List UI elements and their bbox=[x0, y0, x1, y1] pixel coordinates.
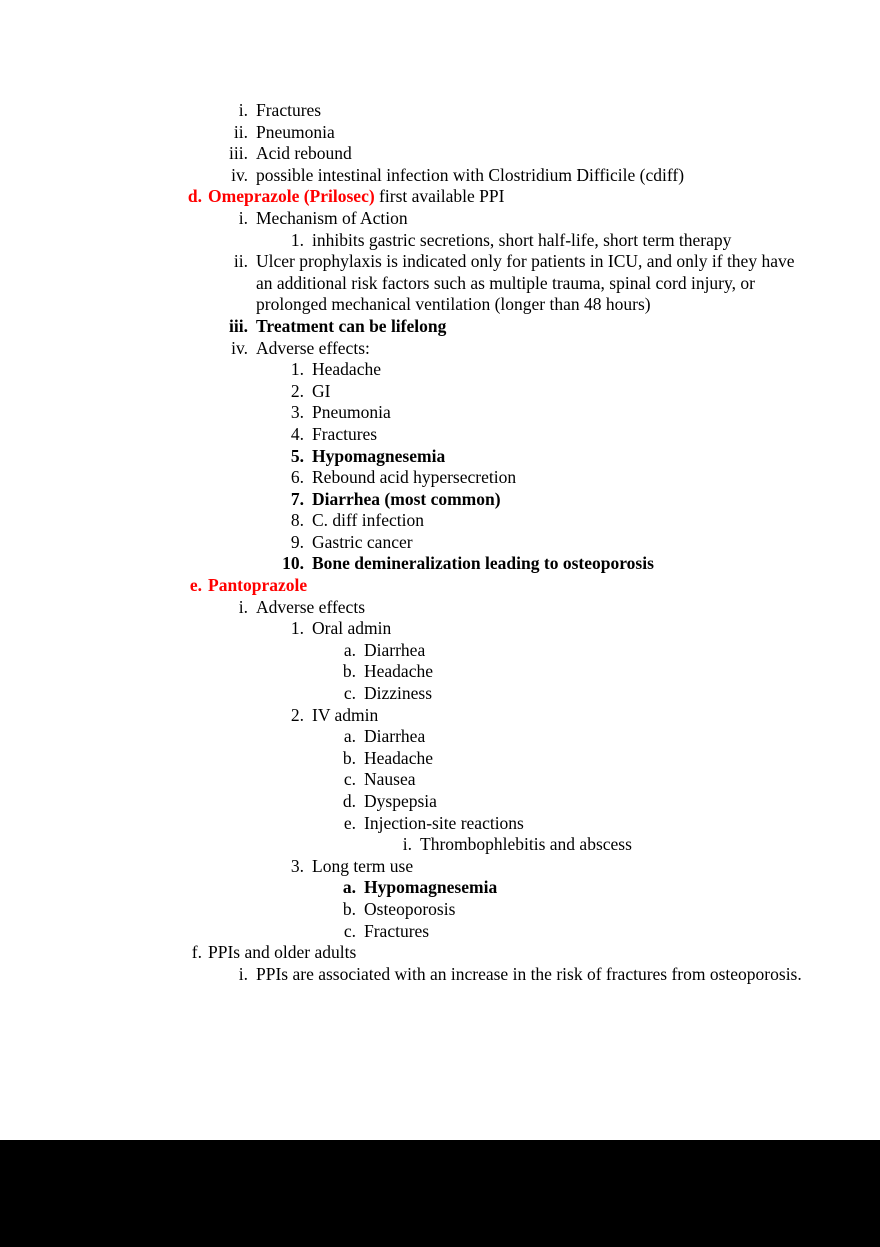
outline-marker: i. bbox=[238, 207, 248, 228]
outline-text: PPIs are associated with an increase in the risk of fractures from osteoporosis. bbox=[256, 963, 802, 984]
outline-text: Nausea bbox=[364, 769, 416, 790]
outline-marker: b. bbox=[342, 898, 356, 919]
outline-marker: d. bbox=[187, 186, 202, 207]
outline-text: Fractures bbox=[364, 920, 430, 941]
outline-marker: i. bbox=[238, 596, 248, 617]
outline-item bbox=[0, 532, 880, 554]
outline-marker: a. bbox=[343, 726, 356, 747]
outline-marker: 3. bbox=[290, 402, 304, 423]
outline-text: Fractures bbox=[312, 423, 378, 444]
outline-marker: d. bbox=[342, 791, 356, 811]
outline-text: Fractures bbox=[256, 100, 322, 120]
outline-marker: 3. bbox=[290, 855, 304, 876]
outline-text: Hypomagnesemia bbox=[364, 877, 498, 898]
outline-marker: 1. bbox=[290, 359, 304, 380]
outline-text: PPIs and older adults bbox=[208, 942, 357, 963]
outline-text: Pneumonia bbox=[256, 121, 335, 142]
outline-text: Osteoporosis bbox=[364, 898, 456, 919]
outline-item bbox=[0, 359, 880, 381]
outline-item bbox=[0, 553, 880, 575]
outline-text: GI bbox=[312, 380, 331, 401]
outline-item bbox=[0, 942, 880, 964]
outline-item bbox=[0, 316, 880, 338]
outline-text: possible intestinal infection with Clostridium Difficile (cdiff) bbox=[256, 164, 685, 185]
outline-text: Bone demineralization leading to osteoporosis bbox=[312, 553, 654, 574]
outline-marker: b. bbox=[342, 661, 356, 682]
outline-marker: c. bbox=[343, 683, 356, 704]
outline-item bbox=[0, 575, 880, 597]
outline-item bbox=[0, 338, 880, 360]
drug-name-highlight: Omeprazole (Prilosec) bbox=[208, 186, 375, 207]
outline-marker: i. bbox=[238, 963, 248, 984]
outline-text: Adverse effects: bbox=[256, 337, 370, 358]
outline-marker: c. bbox=[343, 769, 356, 790]
outline-marker: f. bbox=[191, 942, 202, 963]
outline-item bbox=[0, 402, 880, 424]
drug-name-highlight: Pantoprazole bbox=[208, 575, 308, 596]
outline-marker: 1. bbox=[290, 229, 304, 250]
outline-list bbox=[0, 100, 880, 985]
outline-marker: c. bbox=[343, 920, 356, 941]
outline-marker: 4. bbox=[290, 423, 304, 444]
outline-text: Mechanism of Action bbox=[256, 207, 408, 228]
outline-text: Rebound acid hypersecretion bbox=[312, 467, 517, 488]
outline-text: Acid rebound bbox=[256, 143, 352, 164]
outline-text-rest: first available PPI bbox=[374, 186, 505, 207]
outline-marker: 8. bbox=[290, 510, 304, 531]
outline-marker: iii. bbox=[229, 143, 248, 164]
outline-marker: iii. bbox=[229, 315, 248, 336]
outline-text: Headache bbox=[364, 747, 433, 768]
outline-item bbox=[0, 489, 880, 511]
outline-marker: i. bbox=[238, 100, 248, 120]
outline-text: Hypomagnesemia bbox=[312, 445, 446, 466]
outline-marker: 2. bbox=[290, 704, 304, 725]
outline-marker: i. bbox=[402, 834, 412, 855]
outline-marker: 5. bbox=[290, 445, 304, 466]
outline-item bbox=[0, 748, 880, 770]
outline-marker: a. bbox=[342, 877, 356, 898]
outline-item bbox=[0, 424, 880, 446]
outline-text: Pneumonia bbox=[312, 402, 391, 423]
outline-item bbox=[0, 640, 880, 662]
outline-item bbox=[0, 446, 880, 468]
outline-item bbox=[0, 834, 880, 856]
outline-marker: 6. bbox=[290, 467, 304, 488]
outline-item bbox=[0, 618, 880, 640]
outline-item bbox=[0, 726, 880, 748]
outline-item bbox=[0, 251, 880, 316]
outline-marker: 7. bbox=[290, 488, 304, 509]
outline-text: Dizziness bbox=[364, 683, 433, 704]
outline-marker: a. bbox=[343, 639, 356, 660]
outline-text: Headache bbox=[364, 661, 433, 682]
outline-item bbox=[0, 186, 880, 208]
outline-text: Injection-site reactions bbox=[364, 812, 524, 833]
outline-item bbox=[0, 100, 880, 122]
outline-item bbox=[0, 165, 880, 187]
outline-item bbox=[0, 921, 880, 943]
outline-item bbox=[0, 877, 880, 899]
outline-text: Diarrhea (most common) bbox=[312, 488, 501, 509]
outline-item bbox=[0, 813, 880, 835]
page-footer-bar bbox=[0, 1140, 880, 1247]
outline-text: Diarrhea bbox=[364, 726, 426, 747]
outline-text: IV admin bbox=[312, 704, 379, 725]
outline-item bbox=[0, 769, 880, 791]
outline-item bbox=[0, 122, 880, 144]
outline-marker: b. bbox=[342, 747, 356, 768]
outline-item bbox=[0, 597, 880, 619]
outline-item bbox=[0, 705, 880, 727]
outline-item bbox=[0, 856, 880, 878]
outline-text: Gastric cancer bbox=[312, 531, 413, 552]
outline-text: C. diff infection bbox=[312, 510, 424, 531]
outline-item bbox=[0, 381, 880, 403]
outline-item bbox=[0, 899, 880, 921]
outline-text bbox=[208, 186, 504, 208]
outline-marker: 2. bbox=[290, 380, 304, 401]
outline-marker: iv. bbox=[231, 337, 248, 358]
outline-marker: 10. bbox=[282, 553, 304, 574]
outline-text: Ulcer prophylaxis is indicated only for patients in ICU, and only if they have an additional risk factors such as multiple trauma, spinal cord injury, or prolonged mechanical ventilation (longer than 48 hours) bbox=[256, 251, 799, 315]
outline-text: Dyspepsia bbox=[364, 791, 437, 811]
outline-text: Long term use bbox=[312, 855, 414, 876]
outline-item bbox=[0, 208, 880, 230]
outline-text bbox=[208, 575, 307, 597]
outline-marker: e. bbox=[343, 812, 356, 833]
outline-item bbox=[0, 964, 880, 986]
outline-text: Headache bbox=[312, 359, 381, 380]
outline-text: Thrombophlebitis and abscess bbox=[420, 834, 632, 855]
outline-text: inhibits gastric secretions, short half-life, short term therapy bbox=[312, 229, 732, 250]
outline-item bbox=[0, 230, 880, 252]
outline-marker: e. bbox=[189, 575, 202, 596]
outline-marker: ii. bbox=[233, 251, 248, 272]
outline-text: Oral admin bbox=[312, 618, 392, 639]
outline-item bbox=[0, 791, 880, 813]
outline-item bbox=[0, 510, 880, 532]
outline-item bbox=[0, 467, 880, 489]
outline-marker: 1. bbox=[290, 618, 304, 639]
outline-marker: iv. bbox=[231, 164, 248, 185]
outline-item bbox=[0, 143, 880, 165]
outline-item bbox=[0, 661, 880, 683]
outline-text: Treatment can be lifelong bbox=[256, 315, 447, 336]
outline-marker: 9. bbox=[290, 531, 304, 552]
outline-text: Adverse effects bbox=[256, 596, 365, 617]
outline-item bbox=[0, 683, 880, 705]
outline-marker: ii. bbox=[233, 121, 248, 142]
outline-text: Diarrhea bbox=[364, 639, 426, 660]
